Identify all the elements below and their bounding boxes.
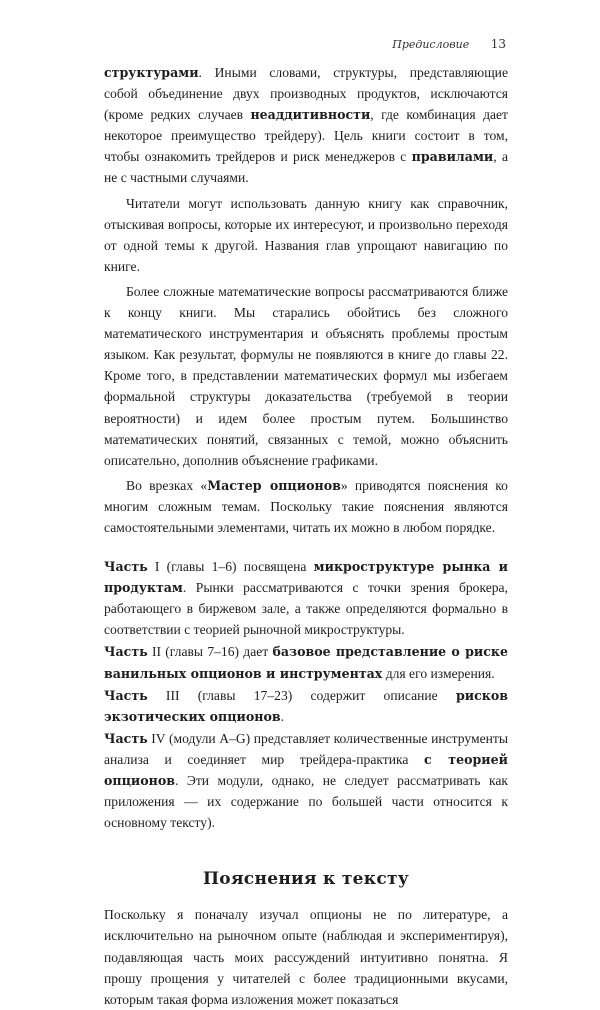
running-title: Предисловие bbox=[392, 38, 470, 51]
paragraph-notes: Поскольку я поначалу изучал опционы не по литературе, а исключительно на рыночном опыте (наблюдая и экспериментируя), подавляющая часть моих рассуждений интуитивно понятна. Я прошу прощения у читателей с более традиционными вкусами, которым такая форма изложения может показаться bbox=[104, 907, 508, 1007]
paragraph-structures: структурами. Иными словами, структуры, представляющие собой объединение двух производных продуктов, исключаются (кроме редких случаев неаддитивности, где комбинация дает некоторое преимущество трейдеру). Цель книги состоит в том, чтобы ознакомить трейдеров и риск менеджеров с правилами, а не с частными случаями. bbox=[104, 65, 508, 186]
bold-term: Мастер опционов bbox=[207, 477, 341, 493]
bold-term: базовое представление о риске ванильных опционов и инструментах bbox=[104, 644, 508, 681]
bold-term: микроструктуре рынка и продуктам bbox=[104, 559, 508, 596]
part-1-description: Часть I (главы 1–6) посвящена микроструктуре рынка и продуктам. Рынки рассматриваются с точки зрения брокера, работающего в биржевом зале, а также определяются формально в соответствии с теорией рыночной микроструктуры. bbox=[104, 559, 508, 638]
paragraph-math: Более сложные математические вопросы рассматриваются ближе к концу книги. Мы старались обойтись без сложного математического инструментария и объяснять проблемы простым языком. Как результат, формулы не появляются в книге до главы 22. Кроме того, в представлении математических формул мы избегаем формальной структуры доказательства (требуемой в теории вероятности) и идем более простым путем. Большинство математических понятий, связанных с темой, можно объяснить описательно, дополнив объяснение графиками. bbox=[104, 283, 508, 468]
part-3-description: Часть III (главы 17–23) содержит описание рисков экзотических опционов. bbox=[104, 687, 508, 724]
page-body bbox=[104, 62, 508, 1010]
paragraph-sidebars: Во врезках «Мастер опционов» приводятся пояснения ко многим сложным темам. Поскольку такие пояснения являются самостоятельными элементами, читать их можно в любом порядке. bbox=[104, 477, 508, 535]
part-4-description: Часть IV (модули A–G) представляет количественные инструменты анализа и соединяет мир трейдера-практика с теорией опционов. Эти модули, однако, не следует рассматривать как приложения — их содержание по большей части относится к основному тексту). bbox=[104, 730, 508, 831]
bold-term: рисков экзотических опционов bbox=[104, 687, 508, 724]
page-number: 13 bbox=[490, 37, 506, 51]
section-heading: Пояснения к тексту bbox=[202, 869, 410, 890]
paragraph-reference: Читатели могут использовать данную книгу как справочник, отыскивая вопросы, которые их интересуют, и произвольно переходя от одной темы к другой. Названия глав упрощают навигацию по книге. bbox=[104, 195, 508, 274]
bold-term: структурами bbox=[104, 65, 199, 80]
bold-term: неаддитивности bbox=[250, 107, 371, 123]
page-header bbox=[392, 37, 506, 51]
part-2-description: Часть II (главы 7–16) дает базовое представление о риске ванильных опционов и инструментах для его измерения. bbox=[104, 644, 508, 681]
bold-term: с теорией опционов bbox=[104, 751, 508, 788]
bold-term: правилами bbox=[411, 149, 494, 165]
